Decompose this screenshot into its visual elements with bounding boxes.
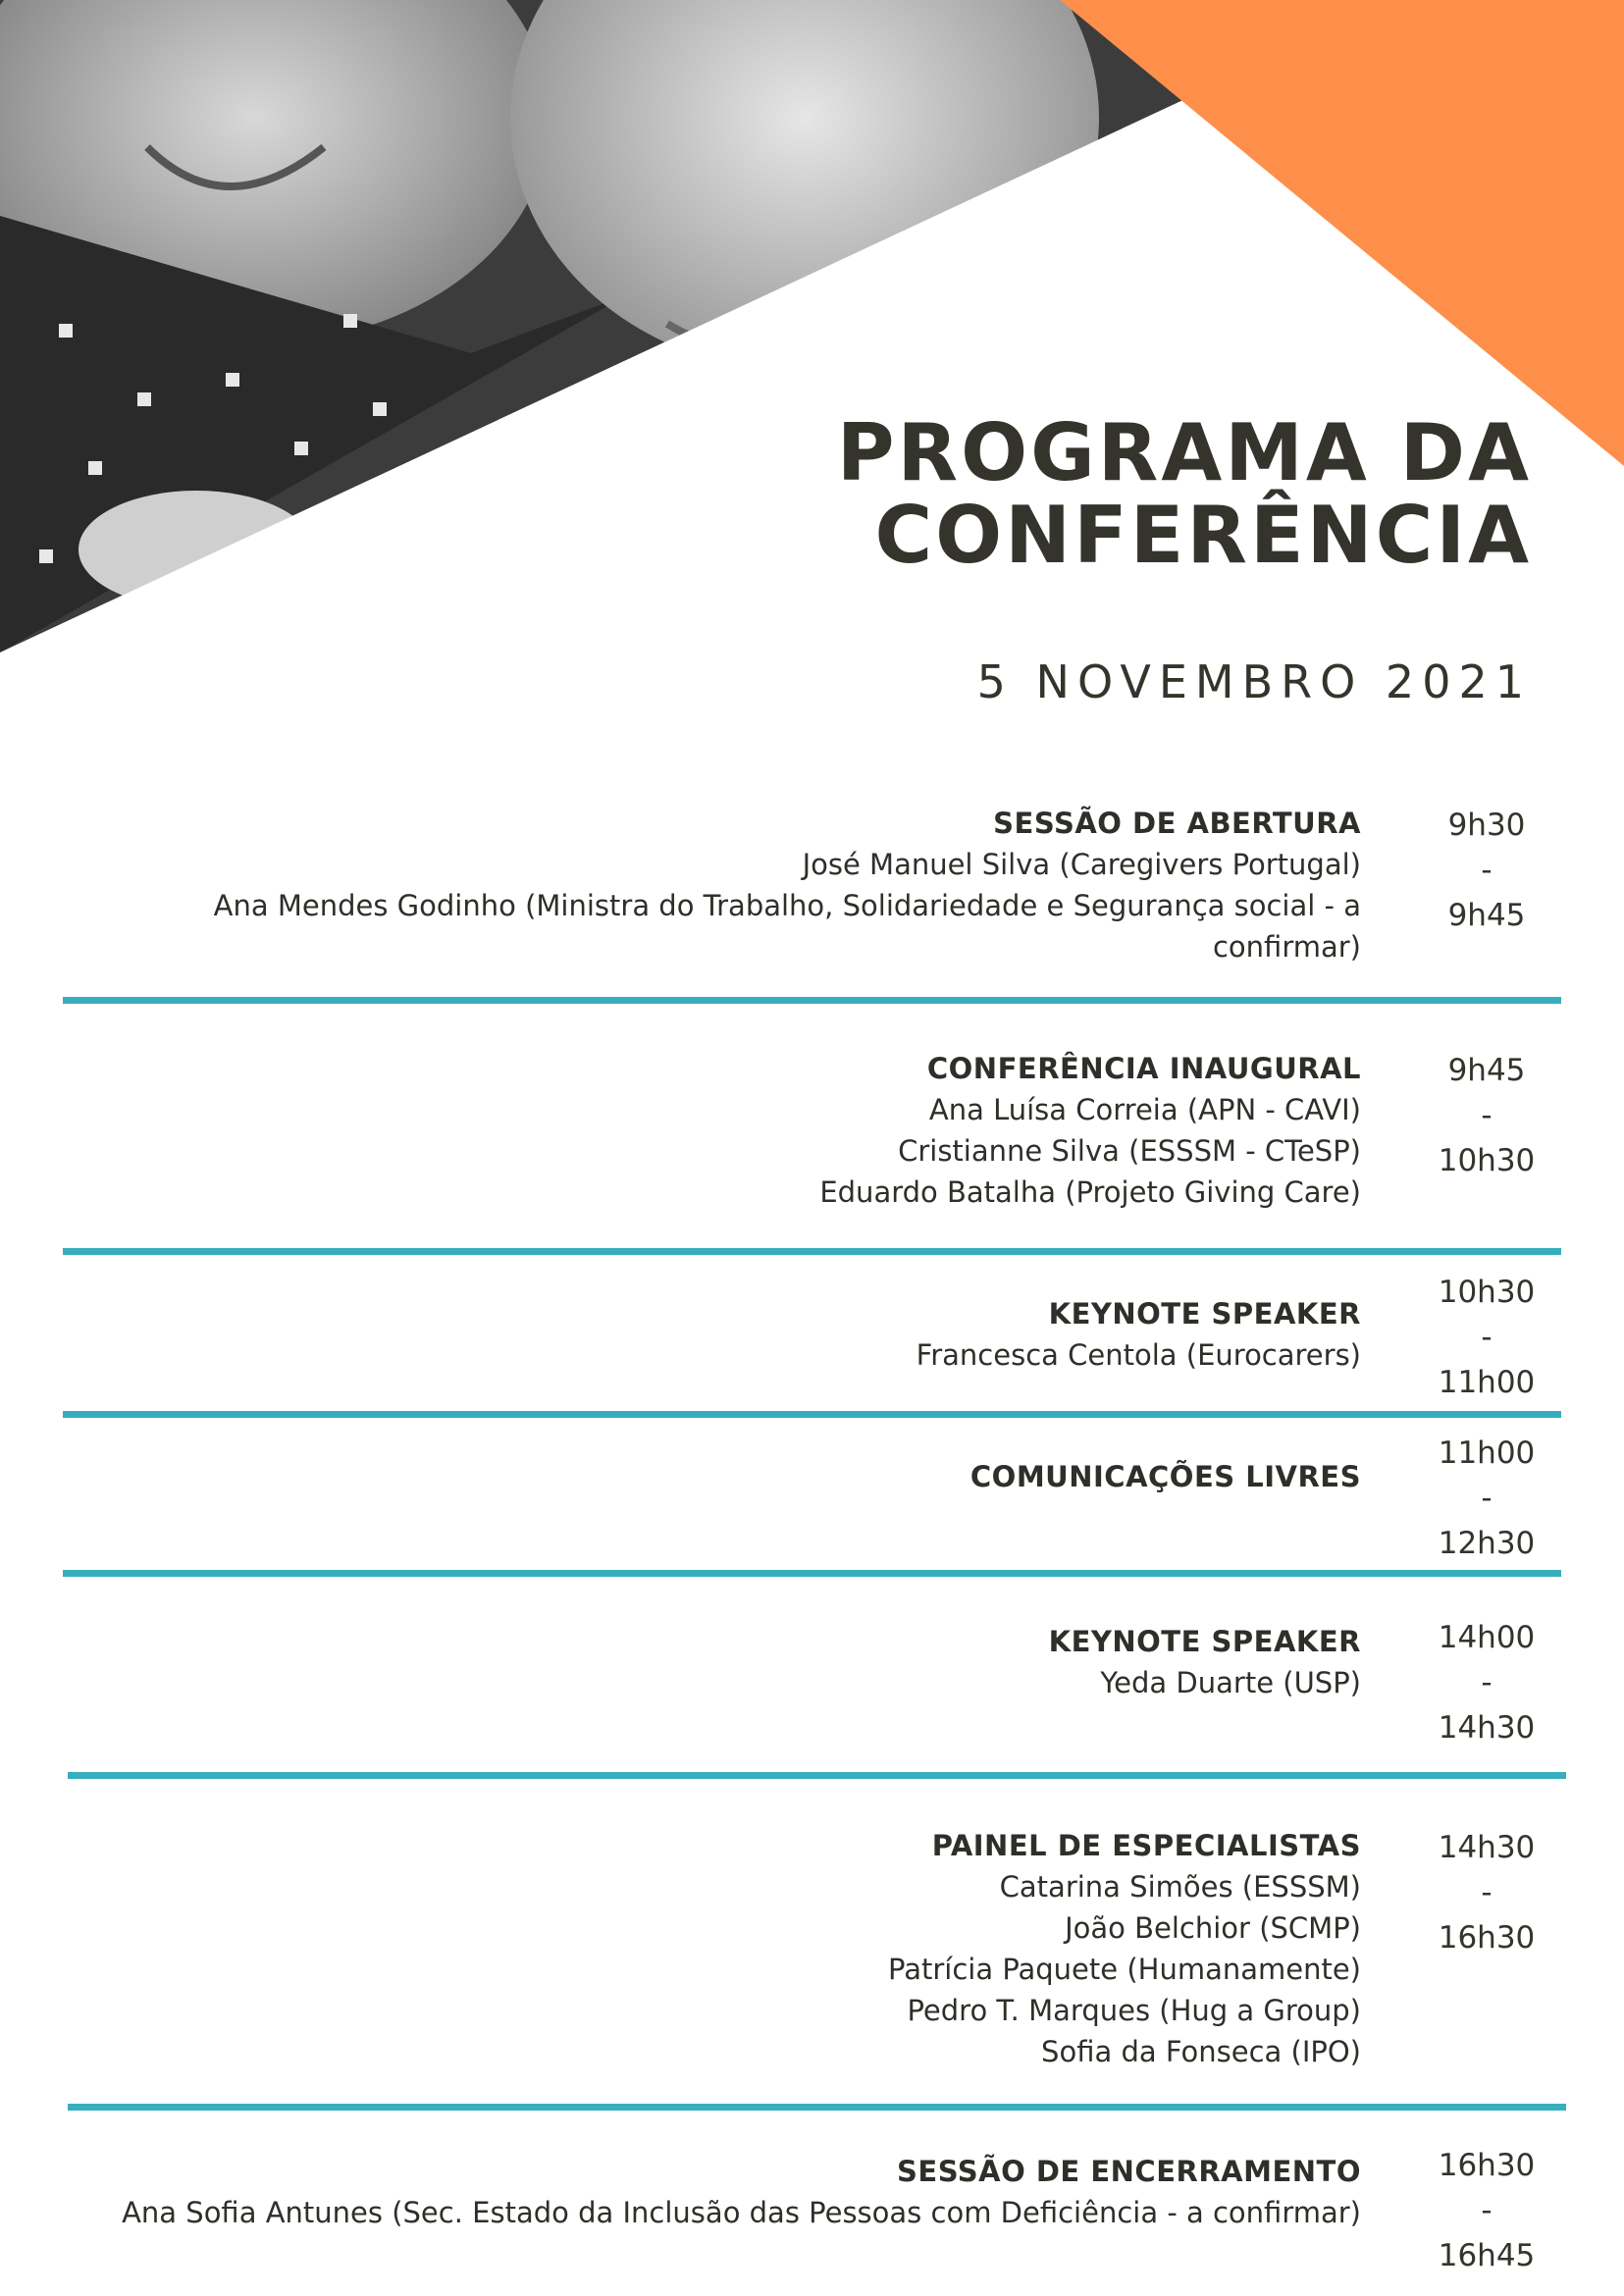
session-start-time: 11h00 — [1438, 1435, 1536, 1471]
session-divider — [63, 1411, 1561, 1418]
session-end-time: 10h30 — [1438, 1143, 1536, 1178]
session-time — [1403, 1431, 1570, 1566]
session-end-time: 16h45 — [1438, 2238, 1536, 2273]
session-heading: COMUNICAÇÕES LIVRES — [969, 1460, 1361, 1493]
session-start-time: 9h45 — [1447, 1053, 1526, 1088]
session-speaker: Sofia da Fonseca (IPO) — [1041, 2035, 1361, 2068]
session-speaker: João Belchior (SCMP) — [1065, 1911, 1361, 1945]
session-heading: SESSÃO DE ABERTURA — [993, 807, 1361, 840]
session-divider — [63, 1570, 1561, 1577]
session-end-time: 12h30 — [1438, 1526, 1536, 1561]
session-speaker: Pedro T. Marques (Hug a Group) — [907, 1994, 1361, 2027]
title-line-1: PROGRAMA DA — [836, 407, 1532, 498]
time-separator: - — [1481, 2193, 1493, 2228]
session-time — [1403, 1270, 1570, 1405]
session-speaker: Ana Sofia Antunes (Sec. Estado da Inclusão das Pessoas com Deficiência - a confirmar) — [122, 2196, 1361, 2229]
time-separator: - — [1481, 1320, 1493, 1355]
title-line-2: CONFERÊNCIA — [874, 490, 1532, 581]
time-separator: - — [1481, 1665, 1493, 1700]
time-separator: - — [1481, 853, 1493, 888]
conference-date: 5 NOVEMBRO 2021 — [976, 655, 1532, 708]
session-start-time: 10h30 — [1438, 1275, 1536, 1310]
session-speaker: Catarina Simões (ESSSM) — [999, 1870, 1361, 1904]
session-heading: PAINEL DE ESPECIALISTAS — [931, 1829, 1361, 1862]
time-separator: - — [1481, 1481, 1493, 1516]
session-time — [1403, 1048, 1570, 1183]
session-speaker: Patrícia Paquete (Humanamente) — [888, 1953, 1361, 1986]
session-time — [1403, 803, 1570, 938]
session-speaker: Eduardo Batalha (Projeto Giving Care) — [819, 1175, 1361, 1209]
session-start-time: 14h00 — [1438, 1620, 1536, 1655]
session-speaker: Cristianne Silva (ESSSM - CTeSP) — [898, 1134, 1361, 1168]
session-speaker: José Manuel Silva (Caregivers Portugal) — [802, 848, 1361, 881]
session-divider — [63, 1248, 1561, 1255]
session-heading: CONFERÊNCIA INAUGURAL — [926, 1052, 1361, 1085]
session-end-time: 16h30 — [1438, 1920, 1536, 1956]
session-start-time: 14h30 — [1438, 1830, 1536, 1865]
session-divider — [68, 1772, 1566, 1779]
session-end-time: 14h30 — [1438, 1710, 1536, 1746]
session-speaker: Yeda Duarte (USP) — [1100, 1666, 1361, 1699]
session-heading: KEYNOTE SPEAKER — [1048, 1625, 1361, 1658]
session-start-time: 9h30 — [1447, 808, 1526, 843]
session-time — [1403, 1825, 1570, 1960]
session-time — [1403, 1615, 1570, 1750]
session-end-time: 11h00 — [1438, 1365, 1536, 1400]
session-heading: KEYNOTE SPEAKER — [1048, 1297, 1361, 1331]
session-divider — [68, 2104, 1566, 2111]
time-separator: - — [1481, 1098, 1493, 1133]
session-speaker: Francesca Centola (Eurocarers) — [916, 1338, 1361, 1372]
page-title — [836, 407, 1532, 581]
session-speaker: Ana Mendes Godinho (Ministra do Trabalho, Solidariedade e Segurança social - a confirmar) — [213, 889, 1361, 964]
session-divider — [63, 997, 1561, 1004]
session-heading: SESSÃO DE ENCERRAMENTO — [897, 2155, 1361, 2188]
session-speaker: Ana Luísa Correia (APN - CAVI) — [928, 1093, 1361, 1126]
session-time — [1403, 2143, 1570, 2278]
session-start-time: 16h30 — [1438, 2148, 1536, 2183]
session-end-time: 9h45 — [1447, 898, 1526, 933]
time-separator: - — [1481, 1875, 1493, 1910]
